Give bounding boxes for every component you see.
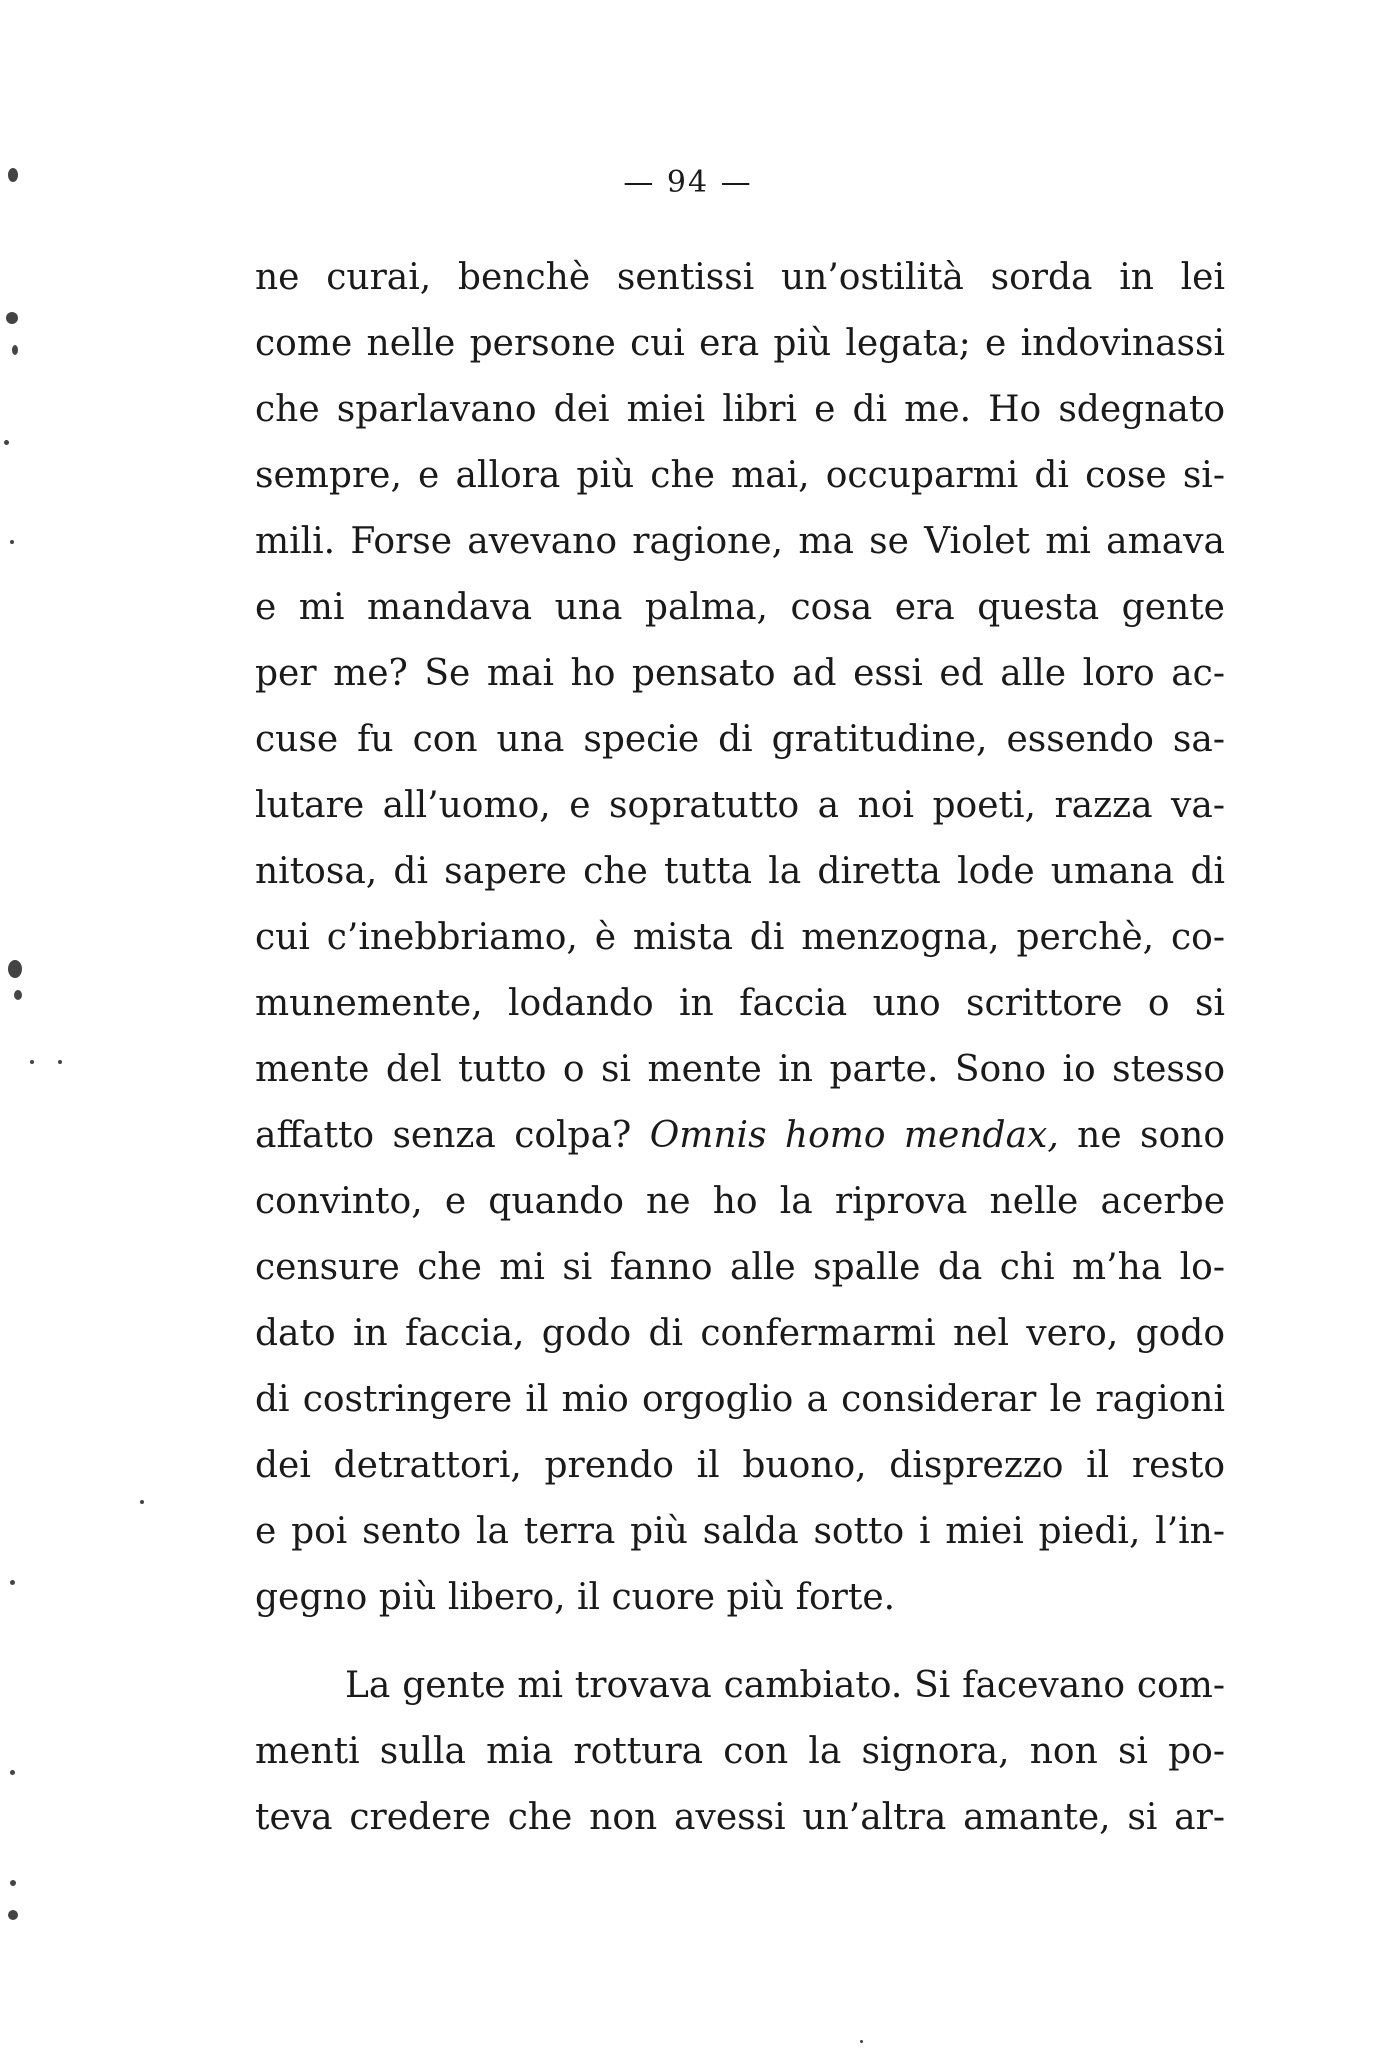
text-line: per me? Se mai ho pensato ad essi ed alle loro ac- (255, 653, 1225, 694)
text-line: lutare all’uomo, e sopratutto a noi poeti, razza va- (255, 785, 1225, 826)
text-line: munemente, lodando in faccia uno scrittore o si (255, 983, 1225, 1024)
text-segment: affatto senza colpa? (255, 1115, 650, 1156)
text-line: e mi mandava una palma, cosa era questa gente (255, 587, 1225, 628)
text-line: mili. Forse avevano ragione, ma se Violet mi amava (255, 521, 1225, 562)
page-number: — 94 — (623, 165, 753, 200)
text-line: come nelle persone cui era più legata; e indovinassi (255, 323, 1225, 364)
text-line: convinto, e quando ne ho la riprova nelle acerbe (255, 1181, 1225, 1222)
text-line: menti sulla mia rottura con la signora, non si po- (255, 1731, 1225, 1772)
text-line: cui c’inebbriamo, è mista di menzogna, perchè, co- (255, 917, 1225, 958)
text-line-with-italic (255, 1103, 1225, 1169)
text-line: nitosa, di sapere che tutta la diretta lode umana di (255, 851, 1225, 892)
body-text (255, 245, 1225, 1851)
text-line: sempre, e allora più che mai, occuparmi di cose si- (255, 455, 1225, 496)
text-line: di costringere il mio orgoglio a considerar le ragioni (255, 1379, 1225, 1420)
text-line: dato in faccia, godo di confermarmi nel vero, godo (255, 1313, 1225, 1354)
paragraph-2 (255, 1653, 1225, 1851)
text-line: cuse fu con una specie di gratitudine, essendo sa- (255, 719, 1225, 760)
text-line: censure che mi si fanno alle spalle da chi m’ha lo- (255, 1247, 1225, 1288)
text-line: gegno più libero, il cuore più forte. (255, 1577, 896, 1618)
text-line: e poi sento la terra più salda sotto i miei piedi, l’in- (255, 1511, 1225, 1552)
text-line: mente del tutto o si mente in parte. Sono io stesso (255, 1049, 1225, 1090)
italic-quote: Omnis homo mendax, (649, 1115, 1059, 1156)
text-line: La gente mi trovava cambiato. Si facevano com- (345, 1665, 1225, 1706)
text-segment: ne sono (1058, 1115, 1225, 1156)
text-line: dei detrattori, prendo il buono, disprezzo il resto (255, 1445, 1225, 1486)
text-line: teva credere che non avessi un’altra amante, si ar- (255, 1797, 1225, 1838)
paragraph-1 (255, 245, 1225, 1631)
text-line: che sparlavano dei miei libri e di me. Ho sdegnato (255, 389, 1225, 430)
text-line: ne curai, benchè sentissi un’ostilità sorda in lei (255, 257, 1225, 298)
